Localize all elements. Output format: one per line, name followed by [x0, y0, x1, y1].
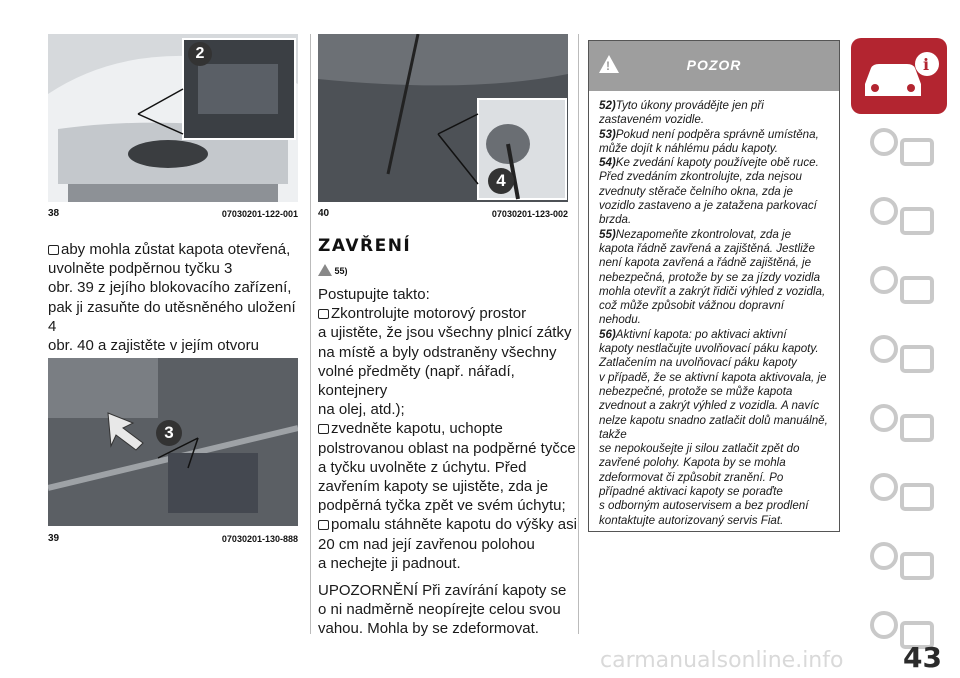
figure-39-image: [48, 358, 298, 526]
bullet-icon: [48, 245, 59, 255]
warning-line: [599, 213, 831, 227]
page-number: 43: [903, 641, 942, 674]
sidebar-tab-technical-data[interactable]: [862, 465, 942, 523]
warning-text: Zatlačením na uvolňovací páku kapoty: [599, 356, 797, 370]
text-line: zavřením kapoty se ujistěte, zda je: [318, 478, 549, 496]
figure-number: 40: [318, 208, 330, 219]
warning-header: [589, 41, 839, 91]
column-divider: [310, 34, 311, 634]
figure-number: 38: [48, 208, 60, 219]
warning-text: zvednuty stěrače čelního okna, zda je: [599, 184, 793, 198]
warning-text: nebezpečné, protože se může kapota: [599, 384, 793, 398]
warning-text: Aktivní kapota: po aktivaci aktivní: [615, 327, 787, 341]
sidebar-tab-warning-lights[interactable]: [862, 120, 942, 178]
warning-text: což může způsobit vážnou dopravní: [599, 299, 784, 313]
text-line: a ujistěte, že jsou všechny plnicí zátky: [318, 324, 572, 342]
figure-code: 07030201-123-002: [491, 208, 568, 219]
text-line: uvolněte podpěrnou tyčku 3: [48, 260, 233, 278]
sidebar-tab-starting-driving[interactable]: [862, 258, 942, 316]
text-line: pak ji zasuňte do utěsněného uložení 4: [48, 298, 296, 335]
svg-text:i: i: [923, 55, 930, 74]
section-heading: ZAVŘENÍ: [318, 236, 412, 256]
warning-text: Ke zvedání kapoty používejte obě ruce.: [615, 156, 819, 170]
warning-line: [599, 299, 831, 313]
warning-text: kapota řádně zavřená a zajištěná. Jestliže: [599, 241, 815, 255]
starting-driving-icon: [862, 258, 942, 316]
text-line: o ni nadměrně neopírejte celou svou: [318, 601, 561, 619]
warning-line: [599, 199, 831, 213]
warning-line: [599, 185, 831, 199]
text-line: na místě a byly odstraněny všechny: [318, 343, 557, 361]
watermark: carmanualsonline.info: [600, 648, 844, 673]
exclamation-glyph: !: [606, 59, 610, 73]
warning-text: zastaveném vozidle.: [599, 113, 705, 127]
warning-text: brzda.: [599, 213, 632, 227]
warning-text: s odborným autoservisem a bez prodlení: [599, 499, 809, 513]
text-line: Postupujte takto:: [318, 286, 430, 303]
warning-text: v případě, že se aktivní kapota aktivovala, je: [599, 370, 827, 384]
warning-title: POZOR: [686, 57, 742, 73]
text-line: podpěrná tyčka zpět ve svém úchytu;: [318, 497, 566, 515]
warning-line: [599, 170, 831, 184]
sidebar-tab-maintenance[interactable]: [862, 396, 942, 454]
warning-text: zdeformovat či způsobit zranění. Po: [599, 470, 784, 484]
warning-ref-number: 56): [599, 327, 616, 341]
warning-line: [599, 356, 831, 370]
warning-text: vozidlo zastaveno a je zatažena parkovací: [599, 199, 817, 213]
warning-text: kapoty nestlačujte uvolňovací páku kapoty.: [599, 342, 819, 356]
callout-3: 3: [156, 420, 182, 446]
warning-text: zavřené polohy. Kapota by se mohla: [599, 456, 786, 470]
text-line: a nechejte ji padnout.: [318, 554, 461, 572]
warning-line: [599, 514, 831, 528]
warning-line: [599, 285, 831, 299]
text-line: obr. 39 z jejího blokovacího zařízení,: [48, 279, 292, 297]
warning-line: [599, 156, 831, 170]
warning-text: Pokud není podpěra správně umístěna,: [615, 127, 819, 141]
sidebar-tab-safety-airbag[interactable]: [862, 189, 942, 247]
text-line: Zkontrolujte motorový prostor: [331, 305, 527, 323]
sidebar-tab-car-info[interactable]: [851, 38, 947, 114]
warning-ref-number: 52): [599, 99, 616, 112]
text-line: polstrovanou oblast na podpěrné tyčce: [318, 439, 576, 457]
warning-text: případné aktivaci kapoty se poraďte: [599, 485, 783, 499]
warning-text: nehodu.: [599, 313, 641, 327]
warning-line: [599, 414, 831, 443]
col2-text: [318, 285, 578, 639]
text-line: volné předměty (např. nářadí, kontejnery: [318, 362, 515, 400]
text-line: aby mohla zůstat kapota otevřená,: [61, 241, 291, 258]
warning-line: [599, 442, 831, 456]
warning-line: [599, 399, 831, 413]
warning-line: [599, 142, 831, 156]
text-line: pomalu stáhněte kapotu do výšky asi: [331, 516, 577, 534]
warning-text: zvednout a zakrýt výhled z vozidla. A navíc: [599, 399, 820, 413]
safety-airbag-icon: [862, 189, 942, 247]
warning-line: [599, 128, 831, 142]
figure-number: 39: [48, 533, 60, 544]
text-line: 20 cm nad její zavřenou polohou: [318, 535, 535, 553]
text-line: vahou. Mohla by se zdeformovat.: [318, 620, 539, 638]
text-line: zvedněte kapotu, uchopte: [331, 420, 503, 438]
warning-line: [599, 113, 831, 127]
text-line: obr. 40 a zajistěte v jejím otvoru: [48, 337, 259, 355]
warning-line: [599, 371, 831, 385]
figure-39-caption: [48, 533, 298, 544]
warning-lights-icon: [862, 120, 942, 178]
warning-line: [599, 499, 831, 513]
callout-4: 4: [488, 168, 514, 194]
warning-line: [599, 471, 831, 485]
warning-line: [599, 256, 831, 270]
warning-line: [599, 271, 831, 285]
bullet-icon: [318, 424, 329, 434]
warning-text: Nezapomeňte zkontrolovat, zda je: [615, 227, 792, 241]
warning-text: může dojít k náhlému pádu kapoty.: [599, 141, 778, 155]
figure-code: 07030201-122-001: [221, 208, 298, 219]
warning-text: nelze kapotu snadno zatlačit dolů manuálně, takže: [599, 413, 828, 441]
ref-number: 55): [334, 266, 348, 276]
warning-body: [599, 99, 831, 528]
warning-text: nebezpečná, protože by se za jízdy vozidla: [599, 270, 821, 284]
text-line: a tyčku uvolněte z úchytu. Před: [318, 458, 527, 476]
figure-40-image: [318, 34, 568, 202]
text-line: UPOZORNĚNÍ Při zavírání kapoty se: [318, 582, 567, 600]
warning-line: [599, 242, 831, 256]
callout-2: 2: [188, 42, 212, 66]
bullet-icon: [318, 520, 329, 530]
warning-line: [599, 99, 831, 113]
figure-38-caption: [48, 208, 298, 219]
warning-line: [599, 228, 831, 242]
warning-ref-number: 55): [599, 227, 616, 241]
warning-line: [599, 342, 831, 356]
maintenance-icon: [862, 396, 942, 454]
warning-ref-number: 53): [599, 127, 616, 141]
column-divider: [578, 34, 579, 634]
car-info-icon: [851, 38, 947, 114]
sidebar-tab-emergency[interactable]: [862, 327, 942, 385]
col1-paragraph: [48, 240, 308, 374]
warning-text: mohla otevřít a zakrýt řidiči výhled z vozidla,: [599, 284, 826, 298]
warning-text: Před zvedáním zkontrolujte, zda nejsou: [599, 170, 803, 184]
warning-ref: [318, 264, 348, 276]
warning-line: [599, 328, 831, 342]
figure-40-caption: [318, 208, 568, 219]
emergency-icon: [862, 327, 942, 385]
warning-ref-number: 54): [599, 156, 616, 170]
warning-text: se nepokoušejte ji silou zatlačit zpět do: [599, 442, 800, 456]
warning-line: [599, 456, 831, 470]
warning-text: není kapota zavřená a řádně zajištěná, je: [599, 256, 812, 270]
text-line: na olej, atd.);: [318, 401, 405, 419]
warning-line: [599, 385, 831, 399]
warning-triangle-icon: [318, 264, 332, 276]
warning-line: [599, 485, 831, 499]
warning-box: [588, 40, 840, 532]
warning-line: [599, 313, 831, 327]
technical-data-icon: [862, 465, 942, 523]
warning-text: Tyto úkony provádějte jen při: [615, 99, 764, 112]
bullet-icon: [318, 309, 329, 319]
sidebar-tab-multimedia[interactable]: [862, 534, 942, 592]
warning-text: kontaktujte autorizovaný servis Fiat.: [599, 513, 784, 527]
figure-code: 07030201-130-888: [221, 533, 298, 544]
figure-38-image: [48, 34, 298, 202]
multimedia-icon: [862, 534, 942, 592]
